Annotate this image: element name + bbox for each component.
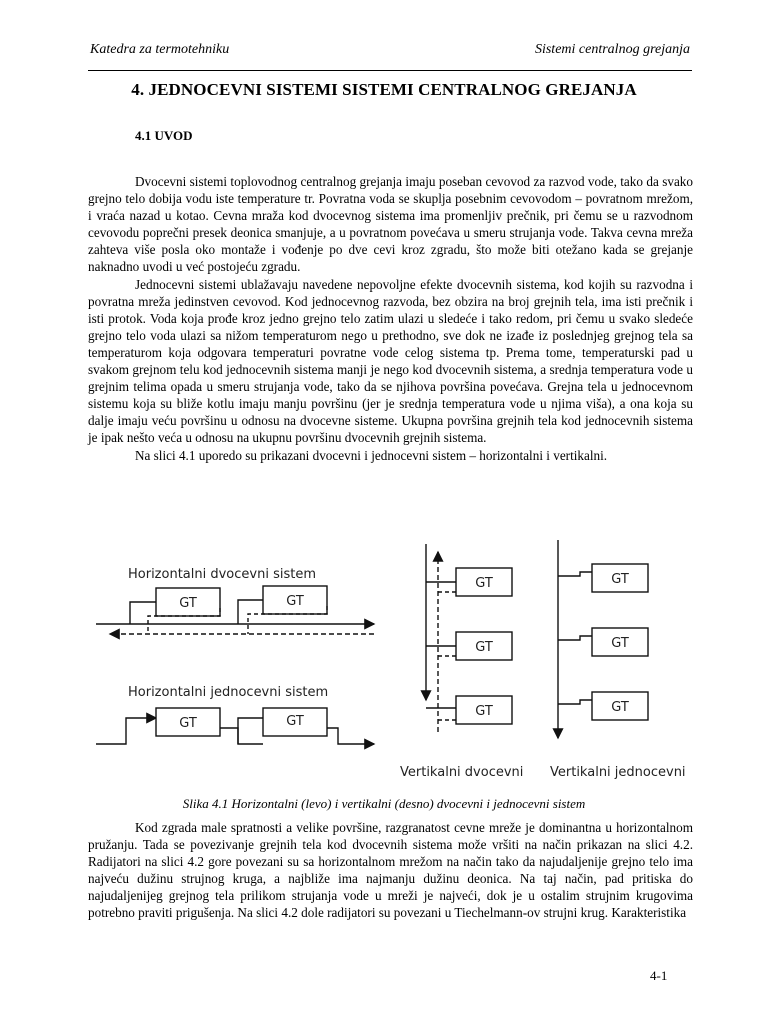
figure-4-1 — [88, 532, 698, 782]
vertical-two-pipe-diagram — [426, 544, 512, 732]
radiator-label: GT — [286, 714, 304, 729]
paragraph-2: Jednocevni sistemi ublažavaju navedene nepovoljne efekte dvocevnih sistema, kod kojih su razvodna i povratna mreža jedinstven cevovod. Kod jednocevnog razvoda, bez obzira na broj grejnih tela, ima isti prečnik i isti protok. Voda koja prođe kroz jedno grejno telo zatim ulazi u sledeće i tako redom, pri čemu u svako sledeće grejno telo voda ulazi sa nižom temperaturom nego u prethodno, sve dok ne izađe iz poslednjeg grejnog tela sa temperaturom koja odgovara temperaturi povratne vode celog sistema tp. Prema tome, temperaturski pad u svakom grejnom telu kod jednocevnih sistema manji je nego kod dvocevnih sistema, a srednja temperatura vode u grejnim telima opada u smeru strujanja vode, tako da se njihova površina povećava. Grejna tela u jednocevnom sistemu koja su bliže kotlu imaju manju površinu (jer je srednja temperatura vode u njima viša), a ona koja su dalje imaju veću površinu u odnosu na dvocevne sisteme. Ukupna površina grejnih tela kod jednocevnih sistema je ipak nešto veća u odnosu na ukupnu površinu dvocevnih grejnih sistema. — [88, 276, 693, 446]
label-horizontal-jednocevni: Horizontalni jednocevni sistem — [128, 685, 329, 700]
header-left: Katedra za termotehniku — [90, 42, 230, 57]
paragraph-1: Dvocevni sistemi toplovodnog centralnog grejanja imaju poseban cevovod za razvod vode, tako da svako grejno telo dobija vodu iste temperature tr. Povratna voda se skuplja posebnim cevovodom – povratnom mrežom, i vraća nazad u kotao. Cevna mraža kod dvocevnog sistema ima promenljiv prečnik, pri čemu se u razvodnom cevovodu poprečni presek deonica smanjuje, a u povratnom povećava u smeru strujanja vode. Takva cevna mreža zahteva više posla oko montaže i vođenje po dve cevi kroz zgradu, što može biti otežano kada se grejanje naknadno uvodi u već postojeću zgradu. — [88, 174, 693, 275]
page-number: 4-1 — [650, 968, 668, 983]
radiator-label: GT — [179, 596, 197, 611]
radiator-label: GT — [611, 572, 629, 587]
radiator-label: GT — [475, 576, 493, 591]
header-right: Sistemi centralnog grejanja — [534, 42, 690, 57]
paragraph-4: Kod zgrada male spratnosti a velike površine, razgranatost cevne mreže je dominantna u horizontalnom pružanju. Tada se povezivanje grejnih tela kod dvocevnih sistema može vršiti na način prikazan na slici 4.2. Radijatori na slici 4.2 gore povezani su sa horizontalnom mrežom na način tako da najudaljenije grejno telo ima najveću dužinu strujnog kruga, a najbliže ima najmanju dužinu deonica. Na taj način, pad pritiska do najudaljenijeg grejnog tela prilikom strujanja vode u mreži je najveći, dok je u ostalim strujnim krugovima potrebno praviti prigušenja. Na slici 4.2 dole radijatori su povezani u Tiechelmann-ov strujni krug. Karakteristika — [88, 820, 693, 921]
radiator-label: GT — [475, 704, 493, 719]
section-heading: 4.1 UVOD — [135, 128, 193, 143]
radiator-label: GT — [286, 594, 304, 609]
body-text-top — [88, 173, 693, 464]
radiator-label: GT — [611, 636, 629, 651]
body-text-bottom — [88, 819, 693, 922]
paragraph-3: Na slici 4.1 uporedo su prikazani dvocevni i jednocevni sistem – horizontalni i vertikalni. — [135, 447, 608, 463]
horizontal-two-pipe-diagram — [96, 586, 374, 634]
radiator-label: GT — [475, 640, 493, 655]
radiator-label: GT — [179, 716, 197, 731]
chapter-title: 4. JEDNOCEVNI SISTEMI SISTEMI CENTRALNOG GREJANJA — [131, 80, 637, 99]
horizontal-one-pipe-diagram — [96, 708, 374, 744]
header-rule — [88, 70, 692, 71]
radiator-label: GT — [611, 700, 629, 715]
figure-caption: Slika 4.1 Horizontalni (levo) i vertikalni (desno) dvocevni i jednocevni sistem — [182, 796, 586, 811]
label-horizontal-dvocevni: Horizontalni dvocevni sistem — [128, 567, 316, 582]
figure-diagram — [88, 532, 698, 782]
vertical-one-pipe-diagram — [558, 540, 648, 738]
label-vertikalni-dvocevni: Vertikalni dvocevni — [400, 765, 524, 780]
label-vertikalni-jednocevni: Vertikalni jednocevni — [550, 765, 686, 780]
